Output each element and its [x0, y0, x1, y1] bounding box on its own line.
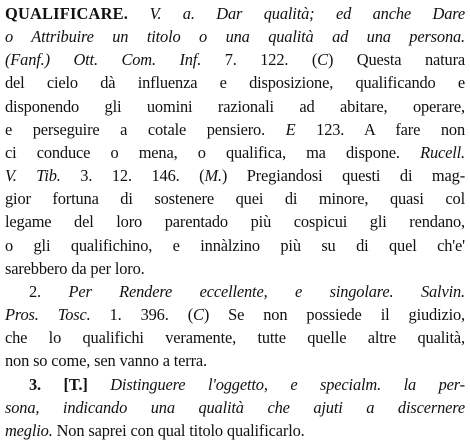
entry-text: C: [317, 50, 328, 70]
entry-text: 1. 396. (: [90, 305, 194, 325]
entry-text: ) Questa natura: [327, 50, 466, 70]
entry-line: [5, 280, 465, 303]
entry-line: [5, 396, 465, 419]
headword: QUALIFICARE.: [5, 4, 129, 23]
dictionary-entry: [5, 2, 465, 442]
entry-text: meglio.: [5, 420, 53, 440]
entry-line: [5, 141, 465, 164]
entry-text: 3. [T.]: [29, 374, 111, 394]
entry-line: [5, 303, 465, 326]
entry-text: 123. A fare non: [295, 119, 466, 139]
entry-text: o gli qualifichino, e innàlzino più su di quel ch'e': [5, 235, 465, 255]
entry-line: [5, 326, 465, 349]
entry-line: [5, 210, 465, 233]
entry-text: Non saprei con qual titolo qualificarlo.: [52, 420, 305, 440]
entry-line: [5, 95, 465, 118]
entry-line: [5, 164, 465, 187]
entry-text: gior fortuna di sostenere quei di minore, quasi col: [5, 189, 465, 209]
entry-text: M.: [204, 166, 222, 186]
entry-line: [5, 25, 465, 48]
entry-text: ) Pregiandosi questi di mag-: [221, 166, 465, 186]
entry-text: disponendo gli uomini razionali ad abitare, operare,: [5, 96, 465, 116]
entry-line: [5, 48, 465, 71]
entry-line: [5, 71, 465, 94]
entry-text: legame del loro parentado più cospicui gli rendano,: [5, 212, 465, 232]
entry-text: V. Tib.: [5, 166, 61, 186]
entry-line: [5, 2, 465, 25]
entry-line: [5, 187, 465, 210]
entry-text: non so come, sen vanno a terra.: [5, 351, 207, 371]
entry-text: ) Se non possiede il giudizio,: [203, 305, 465, 325]
entry-text: del cielo dà influenza e disposizione, qualificando e: [5, 73, 465, 93]
entry-text: [128, 4, 150, 23]
entry-line: [5, 419, 465, 442]
entry-line: [5, 257, 465, 280]
entry-text: E: [285, 119, 296, 139]
entry-text: C: [193, 305, 204, 325]
entry-text: ci conduce o mena, o qualifica, ma dispone.: [5, 142, 421, 162]
entry-line: [5, 349, 465, 372]
entry-text: sona, indicando una qualità che ajuti a discernere: [5, 397, 465, 417]
entry-text: Distinguere l'oggetto, e specialm. la per-: [110, 374, 465, 394]
entry-text: e perseguire a cotale pensiero.: [5, 119, 286, 139]
entry-text: 7. 122. (: [201, 50, 318, 70]
entry-text: 3. 12. 146. (: [60, 166, 205, 186]
entry-text: che lo qualifichi veramente, tutte quelle altre qualità,: [5, 328, 465, 348]
entry-text: o Attribuire un titolo o una qualità ad una persona.: [5, 27, 465, 47]
entry-text: sarebbero da per loro.: [5, 258, 145, 278]
entry-text: (Fanf.) Ott. Com. Inf.: [5, 50, 202, 70]
entry-text: 2.: [29, 281, 69, 301]
entry-line: [5, 118, 465, 141]
entry-text: Rucell.: [420, 142, 465, 162]
entry-line: [5, 234, 465, 257]
entry-text: Pros. Tosc.: [5, 305, 91, 325]
entry-line: [5, 373, 465, 396]
entry-text: V. a. Dar qualità; ed anche Dare: [149, 4, 465, 23]
entry-text: Per Rendere eccellente, e singolare. Salvin.: [68, 281, 465, 301]
